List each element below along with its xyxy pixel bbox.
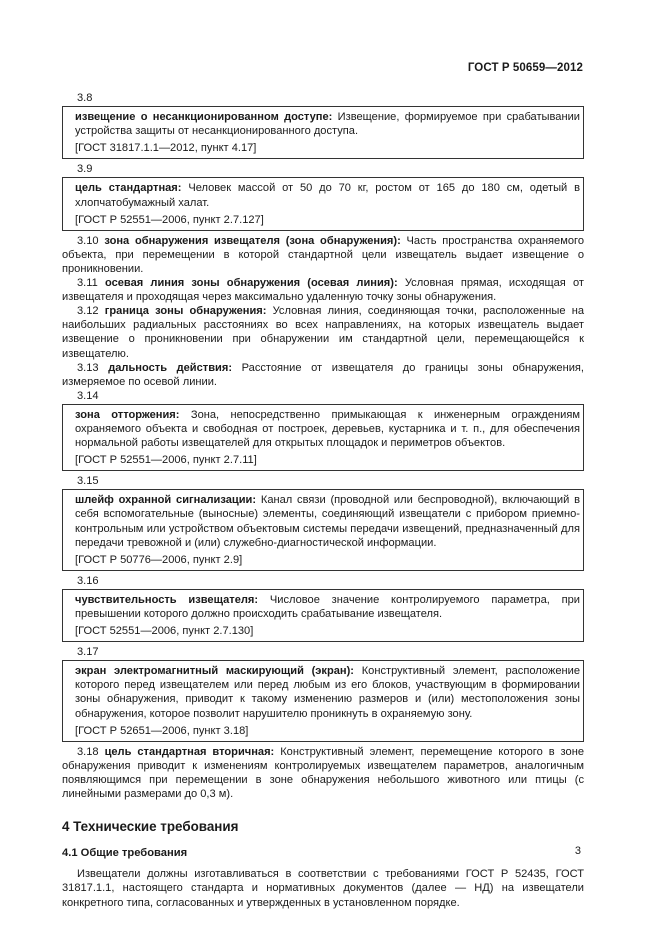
term-title: экран электромагнитный маскирующий (экран): xyxy=(75,665,354,678)
term-definition: Условная прямая, исходящая от извещателя и проходящая через максимально удаленную точку зоны обнаружения. xyxy=(62,277,584,304)
term-number: 3.16 xyxy=(77,574,99,587)
term-definition: Конструктивный элемент, расположение которого перед извещателем или перед любым из его блоков, участвующим в формировании зоны обнаружения, приводит к такому изменению размеров и (или) местоположения зоны обнаружения, которое позволит нарушителю проникнуть в охраняемую зону. xyxy=(75,665,580,720)
subsection-heading: 4.1 Общие требования xyxy=(62,847,188,860)
term-source: [ГОСТ Р 52551—2006, пункт 2.7.11] xyxy=(75,454,257,467)
term-title: дальность действия: xyxy=(108,361,233,374)
term-number: 3.14 xyxy=(77,389,99,402)
term-definition: Зона, непосредственно примыкающая к инженерным ограждениям охраняемого объекта и свободная от построек, деревьев, кустарника и т. п., для обеспечения нормальной работы извещателей для открытых площадок и периметров объектов. xyxy=(75,408,581,450)
term-paragraph xyxy=(62,276,584,304)
term-number: 3.9 xyxy=(77,163,93,176)
term-box xyxy=(62,489,584,570)
document-body xyxy=(62,91,584,910)
section-heading: 4 Технические требования xyxy=(62,819,239,835)
term-paragraph xyxy=(62,361,584,389)
term-box xyxy=(62,589,584,642)
term-definition: Человек массой от 50 до 70 кг, ростом от 165 до 180 см, одетый в хлопчатобумажный халат. xyxy=(75,182,580,209)
page-number: 3 xyxy=(574,845,581,857)
term-title: цель стандартная вторичная: xyxy=(104,745,275,758)
term-title: чувствительность извещателя: xyxy=(75,593,259,606)
term-paragraph xyxy=(62,234,584,276)
term-paragraph xyxy=(62,745,584,801)
term-box xyxy=(62,660,584,741)
term-title: шлейф охранной сигнализации: xyxy=(75,494,257,507)
term-definition: Числовое значение контролируемого параметра, при превышении которого должно происходить срабатывание извещателя. xyxy=(75,593,580,620)
term-definition: Расстояние от извещателя до границы зоны обнаружения, измеряемое по осевой линии. xyxy=(62,361,584,388)
term-number: 3.11 xyxy=(77,277,98,290)
term-number: 3.13 xyxy=(77,361,99,374)
term-number: 3.10 xyxy=(77,234,99,247)
term-number: 3.15 xyxy=(77,475,99,488)
term-number: 3.18 xyxy=(77,745,99,758)
term-definition: Конструктивный элемент, перемещение которого в зоне обнаружения приводит к изменениям контролируемых извещателем параметров, аналогичным появляющимся при перемещении в зоне обнаружения небольшого животного или птицы (с линейными размерами до 0,3 м). xyxy=(62,745,584,801)
term-title: цель стандартная: xyxy=(75,182,182,195)
term-title: граница зоны обнаружения: xyxy=(104,305,267,318)
term-definition: Условная линия, соединяющая точки, расположенные на наибольших радиальных расстояниях во всех направлениях, на которых извещатель выдает извещение о проникновении при обнаружении им стандартной цели, перемещающейся к извещателю. xyxy=(62,305,584,360)
term-number: 3.17 xyxy=(77,646,99,659)
term-number: 3.12 xyxy=(77,305,99,318)
term-source: [ГОСТ 31817.1.1—2012, пункт 4.17] xyxy=(75,142,257,155)
term-box xyxy=(62,404,584,471)
term-source: [ГОСТ Р 50776—2006, пункт 2.9] xyxy=(75,553,243,566)
section-paragraph: Извещатели должны изготавливаться в соответствии с требованиями ГОСТ Р 52435, ГОСТ 31817.1.1, настоящего стандарта и нормативных документов (далее — НД) на извещатели конкретного типа, согласованных и утвержденных в установленном порядке. xyxy=(62,868,584,909)
term-definition: Извещение, формируемое при срабатывании устройства защиты от несанкционированного доступа. xyxy=(75,111,580,138)
standard-code-header: ГОСТ Р 50659—2012 xyxy=(467,62,583,74)
term-source: [ГОСТ 52551—2006, пункт 2.7.130] xyxy=(75,625,254,638)
term-source: [ГОСТ Р 52651—2006, пункт 3.18] xyxy=(75,724,249,737)
term-paragraph xyxy=(62,304,584,360)
term-definition: Канал связи (проводной или беспроводной), включающий в себя вспомогательные (выносные) элементы, соединяющий извещатели с прибором приемно-контрольным или устройством объектовым системы передачи извещений, предназначенный для передачи тревожной и (или) служебно-диагностической информации. xyxy=(75,494,580,549)
term-box xyxy=(62,106,584,159)
term-title: зона обнаружения извещателя (зона обнаружения): xyxy=(104,234,401,247)
term-number: 3.8 xyxy=(77,92,93,104)
term-title: зона отторжения: xyxy=(75,408,180,421)
term-box xyxy=(62,177,584,230)
term-title: извещение о несанкционированном доступе: xyxy=(75,111,333,124)
term-source: [ГОСТ Р 52551—2006, пункт 2.7.127] xyxy=(75,213,264,226)
term-title: осевая линия зоны обнаружения (осевая линия): xyxy=(104,277,398,290)
term-definition: Часть пространства охраняемого объекта, при перемещении в которой стандартной цели извещатель выдает извещение о проникновении. xyxy=(62,234,584,275)
